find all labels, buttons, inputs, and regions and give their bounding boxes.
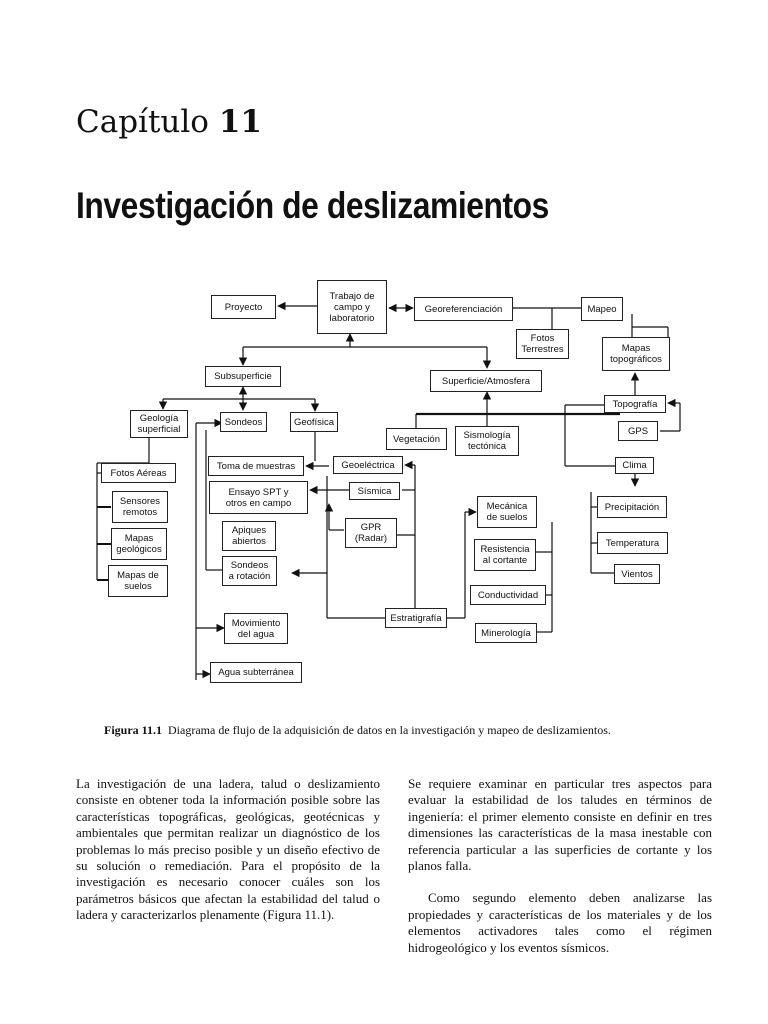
chapter-heading — [76, 104, 262, 140]
node-mapeo: Mapeo — [581, 297, 623, 321]
node-trabajo-campo: Trabajo de campo y laboratorio — [317, 280, 387, 334]
figure-caption-text: Diagrama de flujo de la adquisición de datos en la investigación y mapeo de deslizamientos. — [168, 723, 611, 737]
body-paragraph: Se requiere examinar en particular tres aspectos para evaluar la estabilidad de los taludes en términos de ingeniería: el primer elemento consiste en definir en tres dimensiones las características de la masa inestable con referencia particular a las superficies de cortante y los planos falla. — [408, 776, 712, 874]
node-conductividad: Conductividad — [470, 585, 546, 605]
figure-caption — [104, 723, 611, 738]
node-temperatura: Temperatura — [597, 532, 668, 554]
node-vientos: Vientos — [614, 564, 660, 584]
node-agua-subterranea: Agua subterránea — [210, 662, 302, 683]
node-mapas-de-suelos: Mapas de suelos — [108, 565, 168, 597]
node-sondeos-rotacion: Sondeos a rotación — [222, 556, 277, 586]
node-mapas-topograficos: Mapas topográficos — [602, 337, 670, 371]
node-mapas-geologicos: Mapas geológicos — [111, 528, 167, 560]
node-sondeos: Sondeos — [220, 412, 267, 432]
node-vegetacion: Vegetación — [386, 428, 447, 450]
node-gps: GPS — [618, 421, 658, 441]
node-mecanica-de-suelos: Mecánica de suelos — [477, 496, 537, 528]
node-topografia: Topografía — [604, 395, 666, 413]
node-subsuperficie: Subsuperficie — [205, 366, 281, 387]
node-precipitacion: Precipitación — [597, 496, 667, 518]
node-ensayo-spt: Ensayo SPT y otros en campo — [209, 481, 308, 514]
node-estratigrafia: Estratigrafía — [385, 608, 447, 628]
node-fotos-aereas: Fotos Aéreas — [101, 463, 176, 483]
node-geoelectrica: Geoeléctrica — [333, 456, 403, 474]
node-sismologia-tectonica: Sismología tectónica — [455, 426, 519, 456]
node-gpr-radar: GPR (Radar) — [345, 518, 397, 548]
page-title: Investigación de deslizamientos — [76, 185, 549, 226]
chapter-number: 11 — [218, 104, 262, 140]
node-superficie-atmosfera: Superficie/Atmosfera — [430, 370, 542, 392]
body-column-left — [76, 776, 380, 924]
flow-diagram — [0, 270, 768, 700]
node-proyecto: Proyecto — [211, 295, 276, 319]
node-geologia-superficial: Geología superficial — [130, 410, 188, 438]
node-apiques-abiertos: Apiques abiertos — [222, 521, 276, 551]
node-toma-de-muestras: Toma de muestras — [208, 456, 304, 476]
node-movimiento-del-agua: Movimiento del agua — [224, 613, 288, 644]
body-paragraph: Como segundo elemento deben analizarse las propiedades y características de los materiales y de los elementos activadores tales como el régimen hidrogeológico y los eventos sísmicos. — [408, 890, 712, 955]
body-paragraph: La investigación de una ladera, talud o deslizamiento consiste en obtener toda la información posible sobre las características topográficas, geológicas, geotécnicas y ambientales que permitan realizar un diagnóstico de los problemas lo más preciso posible y un diseño efectivo de su solución o remediación. Para el propósito de la investigación es necesario conocer cuáles son los parámetros básicos que afectan la estabilidad del talud o ladera y caracterizarlos plenamente (Figura 11.1). — [76, 776, 380, 923]
node-fotos-terrestres: Fotos Terrestres — [516, 329, 569, 359]
node-georeferenciacion: Georeferenciación — [414, 297, 513, 321]
node-sensores-remotos: Sensores remotos — [112, 491, 168, 523]
node-mineralogia: Minerología — [475, 623, 537, 643]
node-resistencia-cortante: Resistencia al cortante — [474, 539, 536, 571]
body-column-right — [408, 776, 712, 956]
node-clima: Clima — [615, 457, 654, 474]
chapter-label: Capítulo — [76, 104, 209, 140]
figure-caption-label: Figura 11.1 — [104, 723, 163, 737]
node-geofisica: Geofísica — [290, 412, 338, 432]
node-sismica: Sísmica — [349, 482, 400, 500]
